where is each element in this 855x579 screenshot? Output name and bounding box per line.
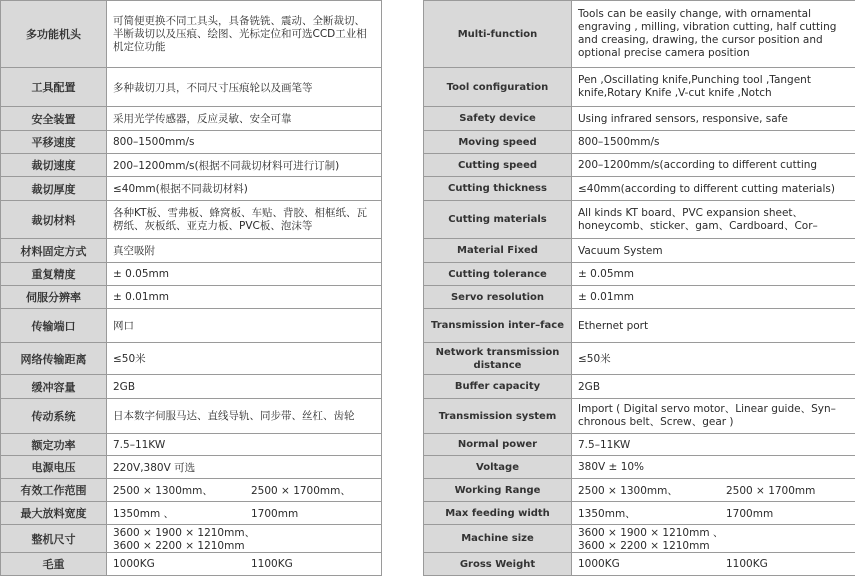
spec-value	[572, 502, 855, 525]
table-row	[424, 434, 855, 456]
spec-value: ≤50米	[572, 343, 855, 375]
spec-value: 真空吸附	[107, 239, 382, 263]
spec-label: Buffer capacity	[424, 375, 572, 399]
spec-value	[107, 553, 382, 576]
table-row	[424, 309, 855, 343]
spec-value: 可简便更换不同工具头，具备铣铣、震动、全断裁切、半断裁切以及压痕、绘图、光标定位和可选CCD工业相机定位功能	[107, 1, 382, 68]
table-row	[1, 434, 382, 456]
spec-value-a: 3600 × 1900 × 1210mm、	[113, 527, 256, 539]
spec-label: 有效工作范围	[1, 479, 107, 502]
spec-table-chinese	[0, 0, 382, 576]
spec-label: Transmission inter–face	[424, 309, 572, 343]
spec-label: Gross Weight	[424, 553, 572, 576]
spec-value	[107, 502, 382, 525]
spec-value-b: 1100KG	[726, 558, 768, 570]
spec-label: Moving speed	[424, 131, 572, 154]
spec-value-a: 1000KG	[578, 558, 620, 570]
table-row	[424, 502, 855, 525]
spec-label: Network transmission distance	[424, 343, 572, 375]
spec-value: ± 0.05mm	[572, 263, 855, 286]
table-row	[424, 456, 855, 479]
spec-label: Cutting speed	[424, 154, 572, 177]
table-row	[1, 553, 382, 576]
spec-value-a: 2500 × 1300mm、	[578, 484, 678, 497]
spec-value: 网口	[107, 309, 382, 343]
spec-label: 网络传输距离	[1, 343, 107, 375]
spec-value: All kinds KT board、PVC expansion sheet、honeycomb、sticker、gam、Cardboard、Cor–	[572, 201, 855, 239]
spec-value: 7.5–11KW	[107, 434, 382, 456]
spec-value: Import ( Digital servo motor、Linear guide、Syn–chronous belt、Screw、gear )	[572, 399, 855, 434]
spec-value: ≤50米	[107, 343, 382, 375]
spec-value: 200–1200mm/s(根据不同裁切材料可进行订制)	[107, 154, 382, 177]
spec-label: Transmission system	[424, 399, 572, 434]
table-row	[1, 1, 382, 68]
table-row	[424, 177, 855, 201]
spec-label: 工具配置	[1, 68, 107, 107]
spec-label: Multi-function	[424, 1, 572, 68]
table-row	[424, 1, 855, 68]
spec-label: Safety device	[424, 107, 572, 131]
table-row	[1, 263, 382, 286]
table-row	[1, 399, 382, 434]
spec-value	[572, 479, 855, 502]
spec-value: ≤40mm(according to different cutting materials)	[572, 177, 855, 201]
spec-label: 传动系统	[1, 399, 107, 434]
spec-value-a: 1000KG	[113, 558, 155, 570]
spec-label: Cutting tolerance	[424, 263, 572, 286]
spec-label: 额定功率	[1, 434, 107, 456]
spec-label: Cutting materials	[424, 201, 572, 239]
spec-label: 材料固定方式	[1, 239, 107, 263]
spec-value: 800–1500mm/s	[107, 131, 382, 154]
spec-value	[572, 525, 855, 553]
spec-value: 各种KT板、雪弗板、蜂窝板、车贴、背胶、相框纸、瓦楞纸、灰板纸、亚克力板、PVC板、泡沫等	[107, 201, 382, 239]
spec-label: 毛重	[1, 553, 107, 576]
spec-value-b: 1700mm	[726, 507, 774, 520]
spec-label: 裁切厚度	[1, 177, 107, 201]
spec-label: 多功能机头	[1, 1, 107, 68]
spec-value: 日本数字伺服马达、直线导轨、同步带、丝杠、齿轮	[107, 399, 382, 434]
spec-label: 安全装置	[1, 107, 107, 131]
table-row	[424, 343, 855, 375]
table-row	[424, 131, 855, 154]
spec-value-a: 2500 × 1300mm、	[113, 484, 213, 497]
spec-label: Machine size	[424, 525, 572, 553]
spec-value-a: 3600 × 1900 × 1210mm 、	[578, 527, 724, 539]
spec-value: ≤40mm(根据不同裁切材料)	[107, 177, 382, 201]
table-row	[424, 154, 855, 177]
spec-value: Using infrared sensors, responsive, safe	[572, 107, 855, 131]
table-row	[424, 201, 855, 239]
spec-value: ± 0.01mm	[572, 286, 855, 309]
spec-label: Tool configuration	[424, 68, 572, 107]
table-row	[1, 131, 382, 154]
spec-label: 裁切速度	[1, 154, 107, 177]
spec-value: 2GB	[572, 375, 855, 399]
spec-value-a: 1350mm 、	[113, 507, 175, 520]
spec-value-b: 1100KG	[251, 558, 293, 570]
table-row	[424, 553, 855, 576]
spec-label: Cutting thickness	[424, 177, 572, 201]
table-row	[424, 68, 855, 107]
spec-label: 重复精度	[1, 263, 107, 286]
spec-value: 200–1200mm/s(according to different cutting	[572, 154, 855, 177]
table-row	[424, 479, 855, 502]
table-row	[1, 525, 382, 553]
spec-label: 平移速度	[1, 131, 107, 154]
spec-value-b: 3600 × 2200 × 1210mm	[578, 540, 710, 552]
spec-value: 多种裁切刀具，不同尺寸压痕轮以及画笔等	[107, 68, 382, 107]
spec-value: Vacuum System	[572, 239, 855, 263]
spec-label: 缓冲容量	[1, 375, 107, 399]
spec-value: Ethernet port	[572, 309, 855, 343]
spec-label: Voltage	[424, 456, 572, 479]
spec-label: 传输端口	[1, 309, 107, 343]
spec-label: 电源电压	[1, 456, 107, 479]
table-row	[424, 399, 855, 434]
spec-value: 采用光学传感器，反应灵敏、安全可靠	[107, 107, 382, 131]
spec-value: Pen ,Oscillating knife,Punching tool ,Tangent knife,Rotary Knife ,V-cut knife ,Notch	[572, 68, 855, 107]
spec-value	[107, 525, 382, 553]
table-row	[424, 107, 855, 131]
spec-value: 2GB	[107, 375, 382, 399]
table-row	[1, 502, 382, 525]
spec-label: Max feeding width	[424, 502, 572, 525]
spec-value-b: 2500 × 1700mm、	[251, 484, 351, 497]
table-row	[1, 456, 382, 479]
spec-value-b: 2500 × 1700mm	[726, 484, 816, 497]
spec-value: 800–1500mm/s	[572, 131, 855, 154]
table-row	[424, 375, 855, 399]
table-row	[1, 375, 382, 399]
table-row	[1, 154, 382, 177]
table-row	[1, 239, 382, 263]
table-row	[1, 479, 382, 502]
table-row	[424, 263, 855, 286]
spec-value: 220V,380V 可选	[107, 456, 382, 479]
table-row	[1, 343, 382, 375]
spec-value-a: 1350mm、	[578, 507, 636, 520]
spec-value-b: 1700mm	[251, 507, 299, 520]
spec-value: 7.5–11KW	[572, 434, 855, 456]
spec-label: Servo resolution	[424, 286, 572, 309]
spec-value: 380V ± 10%	[572, 456, 855, 479]
table-row	[1, 107, 382, 131]
table-row	[1, 68, 382, 107]
spec-value: ± 0.05mm	[107, 263, 382, 286]
spec-label: 裁切材料	[1, 201, 107, 239]
spec-label: Material Fixed	[424, 239, 572, 263]
spec-value: Tools can be easily change, with ornamental engraving , milling, vibration cutting, half cutting and creasing, drawing, the cursor position and optional precise camera position	[572, 1, 855, 68]
spec-label: 最大放料宽度	[1, 502, 107, 525]
table-row	[1, 286, 382, 309]
table-row	[424, 239, 855, 263]
table-row	[1, 177, 382, 201]
spec-value	[107, 479, 382, 502]
table-row	[1, 309, 382, 343]
spec-value-b: 3600 × 2200 × 1210mm	[113, 540, 245, 552]
spec-table-english	[423, 0, 855, 576]
spec-label: 整机尺寸	[1, 525, 107, 553]
spec-label: 伺服分辨率	[1, 286, 107, 309]
spec-value: ± 0.01mm	[107, 286, 382, 309]
spec-value	[572, 553, 855, 576]
spec-label: Working Range	[424, 479, 572, 502]
spec-label: Normal power	[424, 434, 572, 456]
table-row	[1, 201, 382, 239]
table-row	[424, 525, 855, 553]
table-row	[424, 286, 855, 309]
